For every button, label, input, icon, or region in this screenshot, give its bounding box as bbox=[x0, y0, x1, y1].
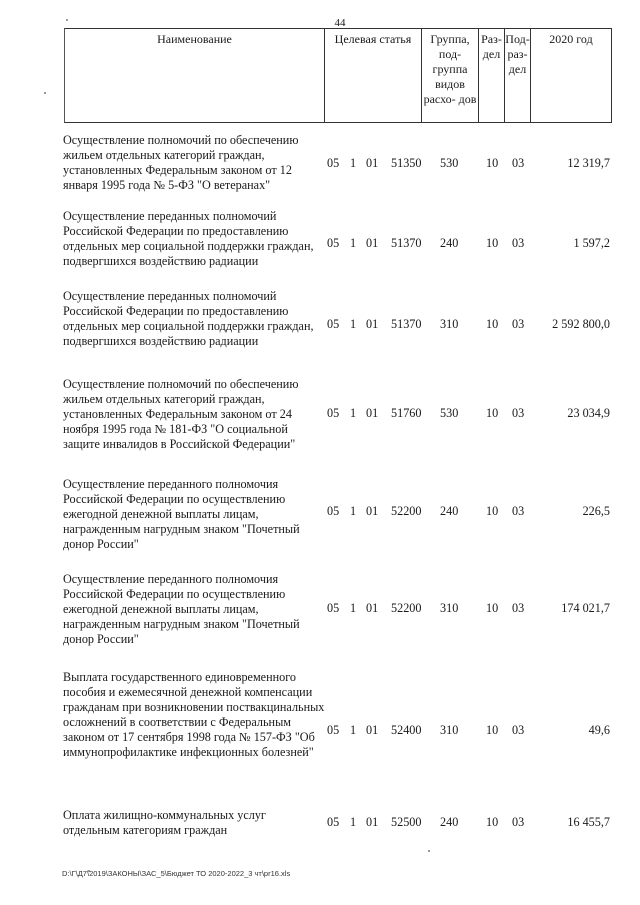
row-cs1: 05 bbox=[327, 406, 340, 420]
row-sum: 226,5 bbox=[582, 504, 610, 518]
row-cs3: 01 bbox=[366, 601, 379, 615]
row-name: Осуществление полномочий по обеспечению жильем отдельных категорий граждан, установленных Федеральным законом от 24 ноября 1995 года № 181-ФЗ "О социальной защите инвалидов в Российской Федерации" bbox=[63, 377, 299, 451]
row-name: Выплата государственного единовременного пособия и ежемесячной денежной компенсации гражданам при возникновении поствакцинальных осложнений в соответствии с Федеральным законом от 17 сентября 1998 года № 157-ФЗ "Об иммунопрофилактике инфекционных болезней" bbox=[63, 670, 325, 759]
row-cs3: 01 bbox=[366, 156, 379, 170]
row-cs2: 1 bbox=[350, 601, 357, 615]
row-cs4: 51370 bbox=[391, 317, 422, 331]
row-rz: 10 bbox=[486, 406, 499, 420]
row-name: Осуществление переданных полномочий Российской Федерации по предоставлению отдельных мер социальной поддержки граждан, подвергшихся воздействию радиации bbox=[63, 209, 314, 268]
row-cs4: 52200 bbox=[391, 504, 422, 518]
row-sum: 174 021,7 bbox=[561, 601, 610, 615]
row-sum: 1 597,2 bbox=[573, 236, 610, 250]
row-cs4: 52400 bbox=[391, 723, 422, 737]
row-name: Осуществление полномочий по обеспечению жильем отдельных категорий граждан, установленных Федеральным законом от 12 января 1995 года № 5-ФЗ "О ветеранах" bbox=[63, 133, 299, 192]
row-name: Осуществление переданных полномочий Российской Федерации по предоставлению отдельных мер социальной поддержки граждан, подвергшихся воздействию радиации bbox=[63, 289, 314, 348]
row-pr: 03 bbox=[512, 504, 525, 518]
row-cs4: 51760 bbox=[391, 406, 422, 420]
row-cs2: 1 bbox=[350, 236, 357, 250]
row-cs2: 1 bbox=[350, 156, 357, 170]
scan-speck bbox=[66, 19, 68, 21]
scan-speck bbox=[44, 92, 46, 94]
header-section: Раз- дел bbox=[478, 28, 504, 123]
row-rz: 10 bbox=[486, 236, 499, 250]
row-sum: 12 319,7 bbox=[567, 156, 610, 170]
row-vr: 310 bbox=[440, 317, 459, 331]
row-cs3: 01 bbox=[366, 236, 379, 250]
row-pr: 03 bbox=[512, 236, 525, 250]
header-target-article: Целевая статья bbox=[324, 28, 421, 123]
row-cs4: 52200 bbox=[391, 601, 422, 615]
row-name: Осуществление переданного полномочия Российской Федерации по осуществлению ежегодной денежной выплаты лицам, награжденным нагрудным знаком "Почетный донор России" bbox=[63, 572, 300, 646]
row-cs1: 05 bbox=[327, 317, 340, 331]
row-name: Оплата жилищно-коммунальных услуг отдельным категориям граждан bbox=[63, 808, 266, 837]
row-sum: 49,6 bbox=[588, 723, 610, 737]
row-vr: 310 bbox=[440, 723, 459, 737]
row-cs3: 01 bbox=[366, 504, 379, 518]
scan-speck bbox=[428, 850, 430, 852]
row-vr: 240 bbox=[440, 815, 459, 829]
row-vr: 240 bbox=[440, 504, 459, 518]
row-cs1: 05 bbox=[327, 156, 340, 170]
row-pr: 03 bbox=[512, 815, 525, 829]
row-rz: 10 bbox=[486, 156, 499, 170]
row-pr: 03 bbox=[512, 406, 525, 420]
row-rz: 10 bbox=[486, 317, 499, 331]
row-vr: 530 bbox=[440, 156, 459, 170]
row-cs3: 01 bbox=[366, 723, 379, 737]
row-vr: 310 bbox=[440, 601, 459, 615]
row-sum: 16 455,7 bbox=[567, 815, 610, 829]
row-pr: 03 bbox=[512, 156, 525, 170]
row-pr: 03 bbox=[512, 601, 525, 615]
row-cs3: 01 bbox=[366, 406, 379, 420]
footer-file-path: D:\Г\Д7\2019\ЗАКОНЫ\ЗАС_5\Бюджет ТО 2020-2022_3 чт\pr16.xls bbox=[62, 869, 291, 878]
header-expense-group: Группа, под- группа видов расхо- дов bbox=[421, 28, 478, 123]
row-cs2: 1 bbox=[350, 723, 357, 737]
header-subsection: Под- раз- дел bbox=[504, 28, 530, 123]
row-cs1: 05 bbox=[327, 723, 340, 737]
row-name: Осуществление переданного полномочия Российской Федерации по осуществлению ежегодной денежной выплаты лицам, награжденным нагрудным знаком "Почетный донор России" bbox=[63, 477, 300, 551]
row-vr: 530 bbox=[440, 406, 459, 420]
header-name: Наименование bbox=[64, 28, 324, 123]
row-cs1: 05 bbox=[327, 236, 340, 250]
row-sum: 2 592 800,0 bbox=[552, 317, 610, 331]
row-cs4: 51350 bbox=[391, 156, 422, 170]
row-vr: 240 bbox=[440, 236, 459, 250]
row-pr: 03 bbox=[512, 723, 525, 737]
row-rz: 10 bbox=[486, 723, 499, 737]
row-cs4: 51370 bbox=[391, 236, 422, 250]
row-rz: 10 bbox=[486, 504, 499, 518]
row-cs3: 01 bbox=[366, 815, 379, 829]
row-pr: 03 bbox=[512, 317, 525, 331]
row-rz: 10 bbox=[486, 815, 499, 829]
row-cs2: 1 bbox=[350, 317, 357, 331]
row-cs4: 52500 bbox=[391, 815, 422, 829]
row-sum: 23 034,9 bbox=[567, 406, 610, 420]
row-rz: 10 bbox=[486, 601, 499, 615]
row-cs1: 05 bbox=[327, 504, 340, 518]
row-cs1: 05 bbox=[327, 815, 340, 829]
row-cs2: 1 bbox=[350, 406, 357, 420]
row-cs2: 1 bbox=[350, 815, 357, 829]
row-cs3: 01 bbox=[366, 317, 379, 331]
row-cs2: 1 bbox=[350, 504, 357, 518]
header-year: 2020 год bbox=[530, 28, 612, 123]
page-number: 44 bbox=[334, 17, 346, 29]
row-cs1: 05 bbox=[327, 601, 340, 615]
